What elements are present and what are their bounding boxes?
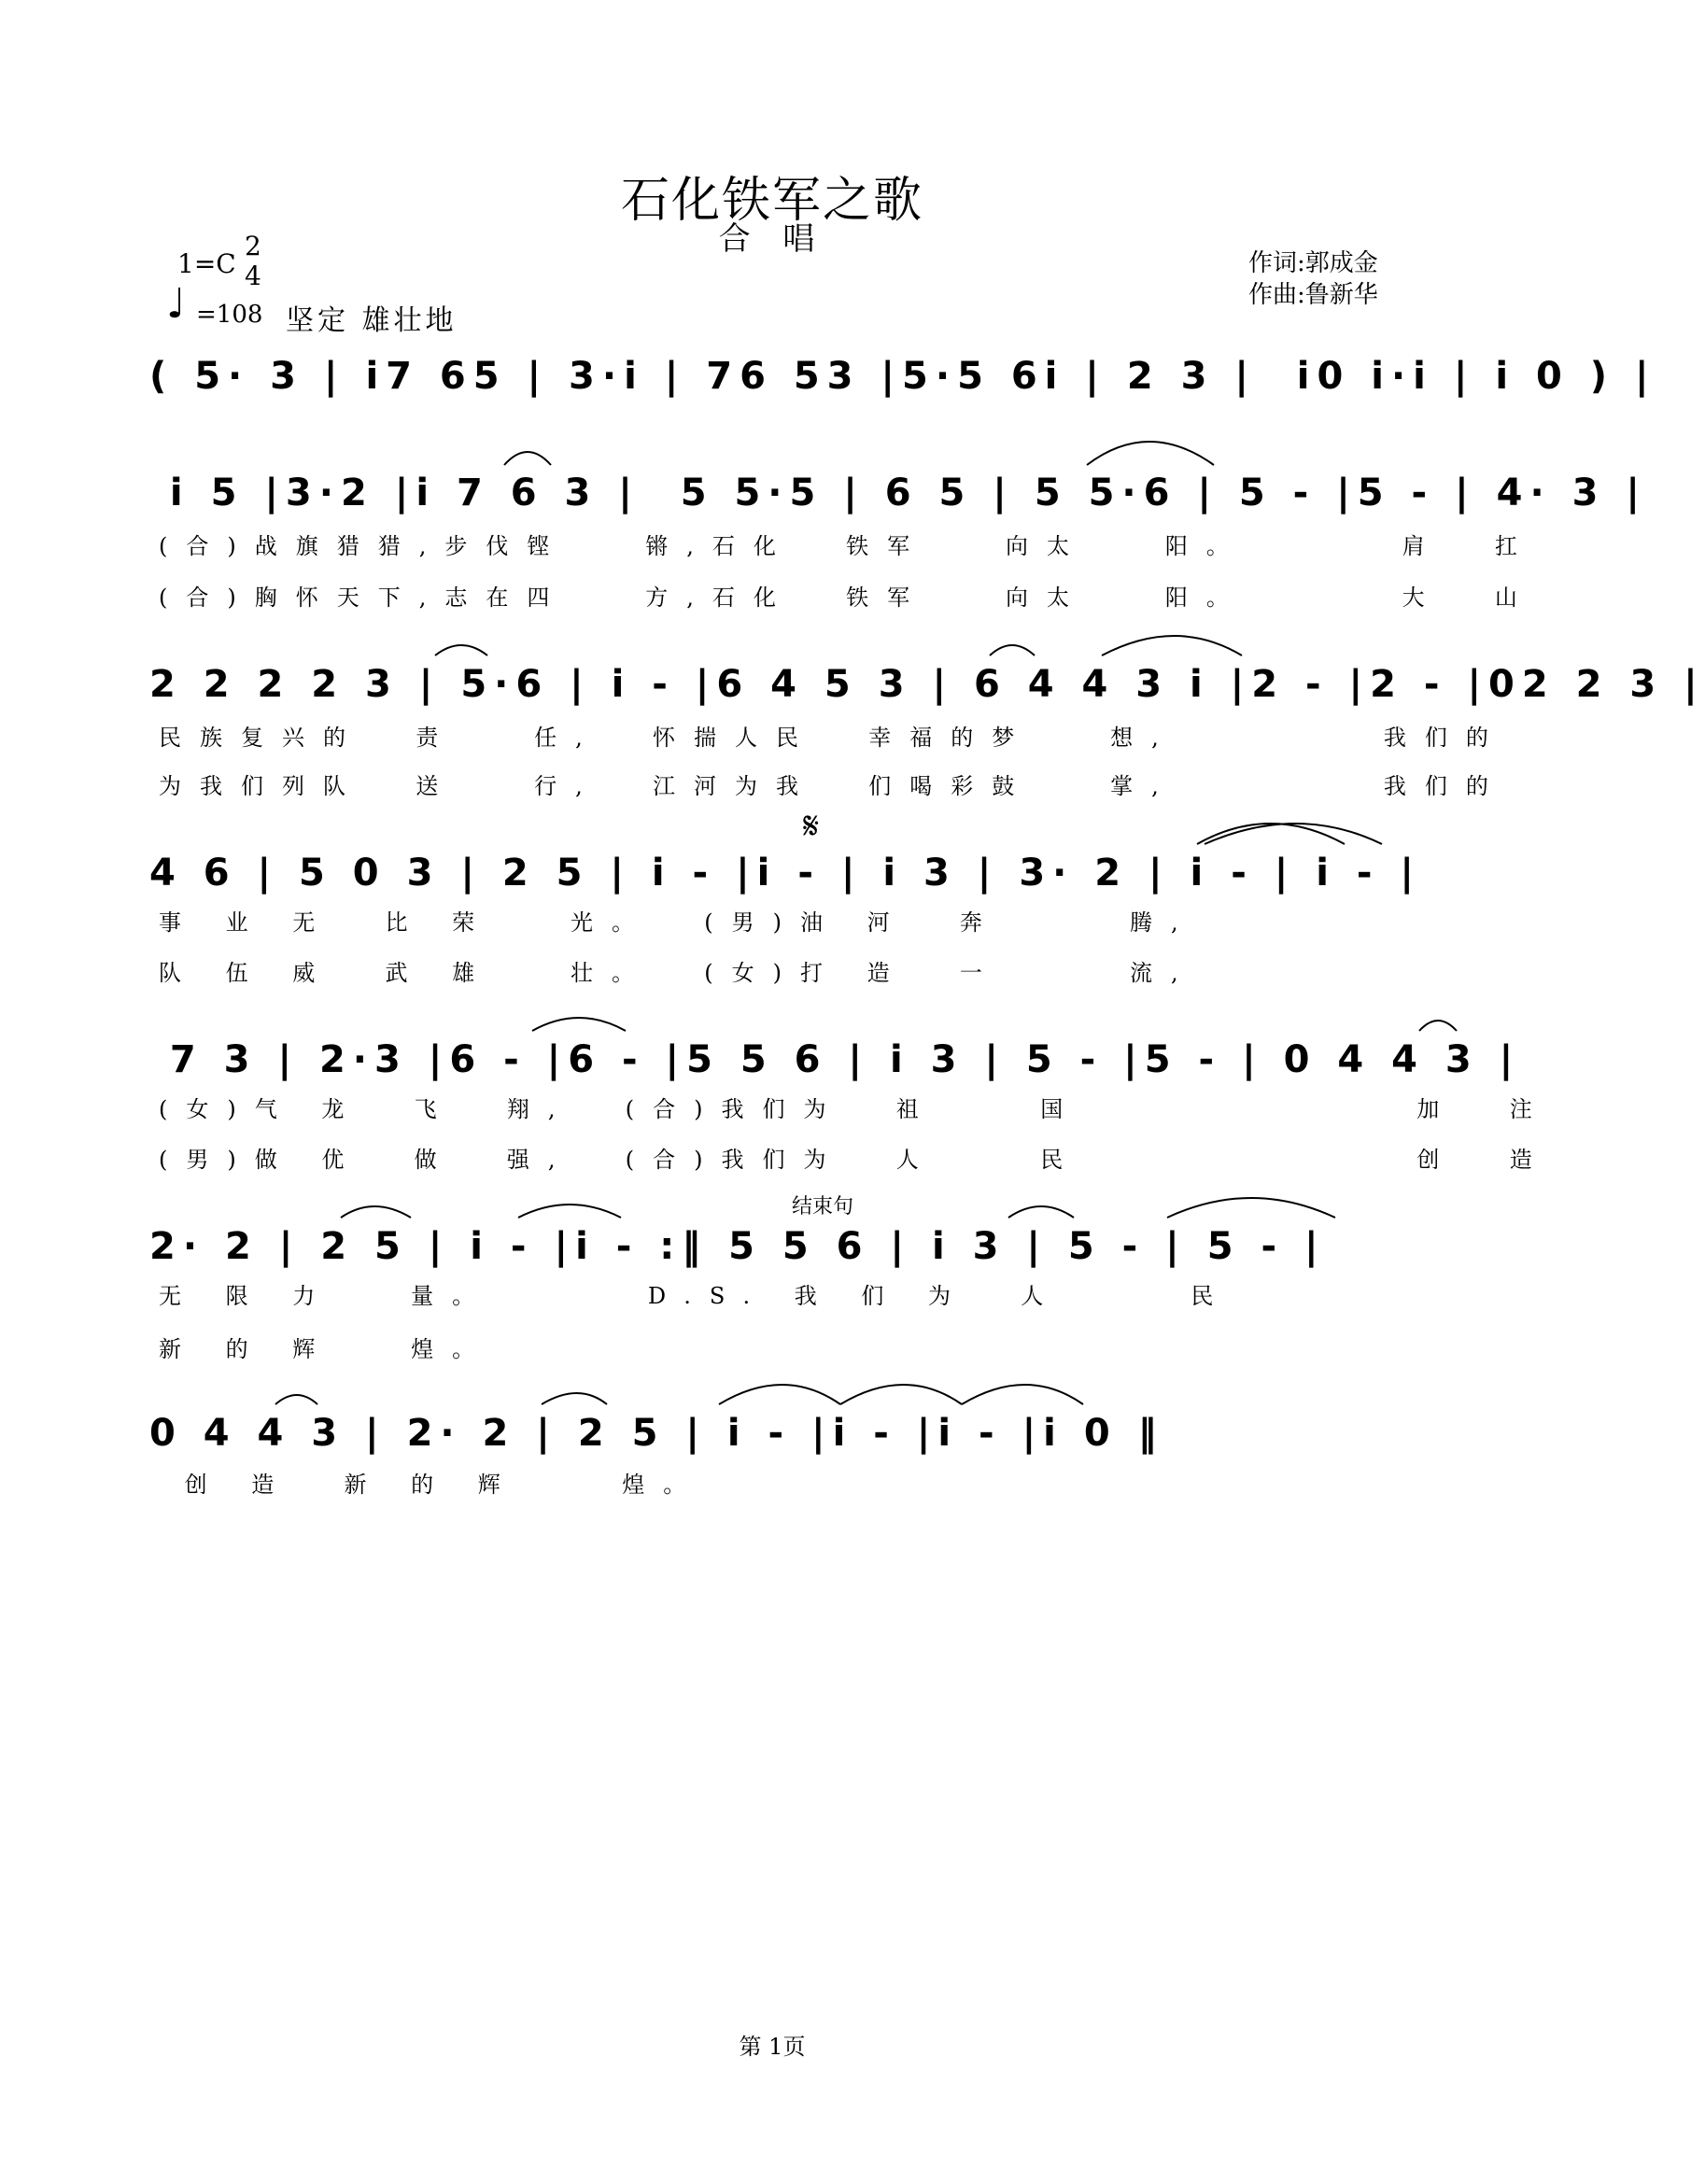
score-line-2-notes: i 5 |3·2 |i 7 6 3 | 5 5·5 | 6 5 | 5 5·6 | 5 - |5 - | 4· 3 | (149, 472, 1647, 514)
time-top: 2 (245, 231, 261, 261)
score-line-4-lyrics-verse-2: 队 伍 威 武 雄 壮。 (女)打 造 一 流, (159, 960, 1197, 986)
score-line-3-lyrics-verse-2: 为我们列队 送 行, 江河为我 们喝彩鼓 掌, 我们的 (159, 773, 1507, 799)
song-title: 石化铁军之歌 (620, 173, 923, 229)
ending-label: 结束句 (792, 1195, 854, 1219)
score-line-6-lyrics-verse-1: 无 限 力 量。 D.S. 我 们 为 人 民 (159, 1283, 1233, 1309)
score-line-1-notes: ( 5· 3 | i7 65 | 3·i | 76 53 |5·5 6i | 2 3 | i0 i·i | i 0 ) | (149, 355, 1656, 398)
lyricist: 作词:郭成金 (1248, 249, 1378, 277)
score-line-5-lyrics-verse-1: (女)气 龙 飞 翔, (合)我们为 祖 国 加 注 (159, 1096, 1551, 1122)
key-signature: 1=C (177, 248, 236, 279)
credits (1248, 247, 1378, 311)
tempo-marking: =108 (196, 301, 263, 329)
score-line-4-notes: 4 6 | 5 0 3 | 2 5 | i - |i - | i 3 | 3· 2 | i - | i - | (149, 852, 1422, 895)
composer: 作曲:鲁新华 (1248, 281, 1378, 309)
time-signature (245, 232, 261, 291)
score-line-2-lyrics-verse-2: (合)胸怀天下,志在四 方,石化 铁军 向太 阳。 大 山 (159, 585, 1536, 611)
page-number: 第 1页 (739, 2034, 806, 2060)
score-line-6-notes: 2· 2 | 2 5 | i - |i - :‖ 5 5 6 | i 3 | 5 - | 5 - | (149, 1225, 1326, 1268)
score-line-6-lyrics-verse-2: 新 的 辉 煌。 (159, 1336, 494, 1362)
score-line-3-lyrics-verse-1: 民族复兴的 责 任, 怀揣人民 幸福的梦 想, 我们的 (159, 725, 1507, 751)
score-line-3-notes: 2 2 2 2 3 | 5·6 | i - |6 4 5 3 | 6 4 4 3 i |2 - |2 - |02 2 3 | (149, 663, 1705, 706)
expression-marking: 坚定 雄壮地 (286, 304, 458, 337)
score-line-5-lyrics-verse-2: (男)做 优 做 强, (合)我们为 人 民 创 造 (159, 1147, 1551, 1173)
score-line-4-lyrics-verse-1: 事 业 无 比 荣 光。 (男)油 河 奔 腾, (159, 909, 1197, 936)
score-line-7-lyrics: 创 造 新 的 辉 煌。 (159, 1472, 705, 1498)
song-subtitle: 合 唱 (718, 220, 826, 258)
time-bottom: 4 (245, 261, 261, 291)
segno-sign: 𝄋 (803, 805, 820, 848)
score-line-2-lyrics-verse-1: (合)战旗猎猎,步伐铿 锵,石化 铁军 向太 阳。 肩 扛 (159, 533, 1536, 559)
score-line-7-notes: 0 4 4 3 | 2· 2 | 2 5 | i - |i - |i - |i 0 ‖ (149, 1412, 1164, 1455)
score-line-5-notes: 7 3 | 2·3 |6 - |6 - |5 5 6 | i 3 | 5 - |5 - | 0 4 4 3 | (149, 1038, 1521, 1081)
quarter-note-icon: ♩ (166, 280, 186, 328)
